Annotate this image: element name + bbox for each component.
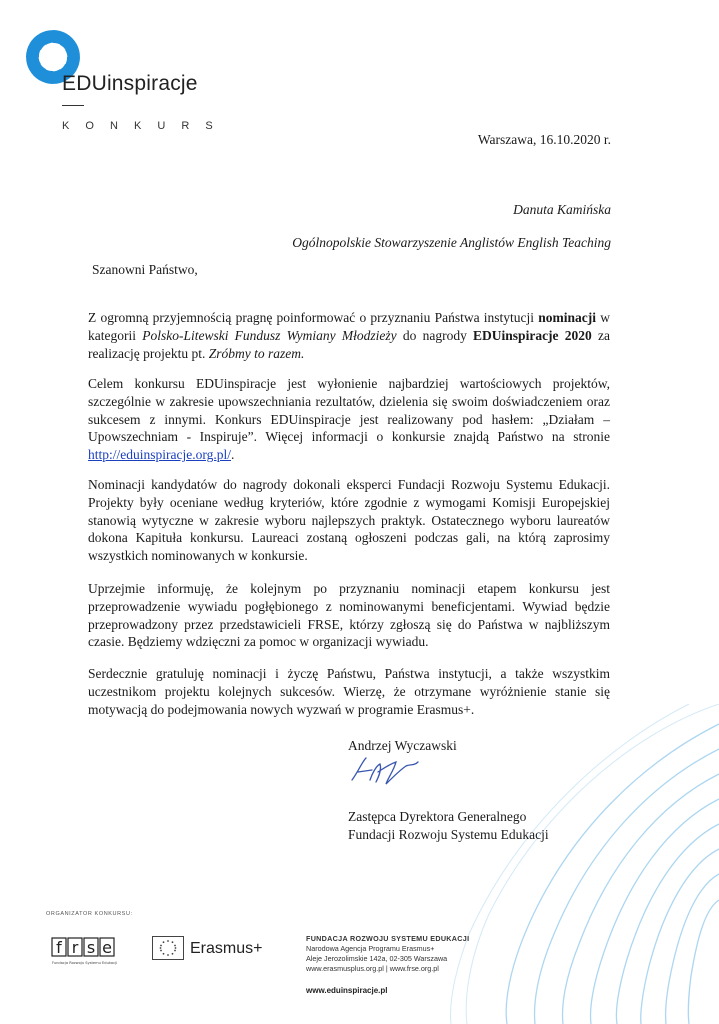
frse-logo [49,935,121,967]
footer-website[interactable]: www.eduinspiracje.pl [306,986,388,995]
footer-line-1: FUNDACJA ROZWOJU SYSTEMU EDUKACJI [306,934,470,943]
paragraph-interview: Uprzejmie informuję, że kolejnym po przyznaniu nominacji etapem konkursu jest przeprowadzenie wywiadu pogłębionego z nominowanymi beneficjentami. Wywiad będzie przeprowadzony przez przedstawicieli FRSE, którzy zgłoszą się do Państwa w najbliższym czasie. Będziemy wdzięczni za pomoc w organizacji wywiadu. [88,581,610,650]
svg-text:e: e [102,938,112,957]
footer-line-4: www.erasmusplus.org.pl | www.frse.org.pl [306,964,439,973]
handwritten-signature [348,752,426,788]
brand-divider [62,105,84,106]
organizer-label: ORGANIZATOR KONKURSU: [46,911,133,917]
brand-name: EDUinspiracje [62,72,198,95]
footer-line-2: Narodowa Agencja Programu Erasmus+ [306,944,435,953]
svg-text:s: s [86,938,96,957]
eu-flag-icon [152,936,184,960]
salutation: Szanowni Państwo, [92,262,198,277]
signer-name: Andrzej Wyczawski [348,738,457,753]
footer-line-3: Aleje Jerozolimskie 142a, 02-305 Warszawa [306,954,448,963]
paragraph-contest-goal: Celem konkursu EDUinspiracje jest wyłonienie najbardziej wartościowych projektów, szczególnie w zakresie upowszechniania rezultatów, dzielenia się swoim doświadczeniem oraz sukcesem z innymi. Konkurs EDUinspiracje jest realizowany pod hasłem: „Działam – Upowszechniam - Inspiruje”. Więcej informacji o konkursie znajdą Państwo na stronie http://eduinspiracje.org.pl/. [88,376,610,463]
recipient-organization: Ogólnopolskie Stowarzyszenie Anglistów English Teaching [292,235,611,250]
paragraph-congratulations: Serdecznie gratuluję nominacji i życzę Państwu, Państwa instytucji, a także wszystkim uczestnikom projektu kolejnych sukcesów. Wierzę, że otrzymane wyróżnienie stanie się motywacją do podejmowania nowych wyzwań w programie Erasmus+. [88,666,610,717]
svg-text:r: r [71,938,79,957]
eduinspiracje-link[interactable]: http://eduinspiracje.org.pl/ [88,447,231,463]
letter-date: Warszawa, 16.10.2020 r. [477,132,611,147]
footer-address [306,934,469,974]
svg-text:f: f [56,938,62,957]
erasmus-plus-logo-text: Erasmus+ [190,940,263,957]
paragraph-nomination: Z ogromną przyjemnością pragnę poinformować o przyznaniu Państwa instytucji nominacji w kategorii Polsko-Litewski Fundusz Wymiany Młodzieży do nagrody EDUinspiracje 2020 za realizację projektu pt. Zróbmy to razem. [88,310,610,361]
signer-title [348,808,549,844]
signer-title-line-1: Zastępca Dyrektora Generalnego [348,809,527,824]
recipient-name: Danuta Kamińska [513,202,611,217]
paragraph-nomination-process: Nominacji kandydatów do nagrody dokonali eksperci Fundacji Rozwoju Systemu Edukacji. Projekty były oceniane według kryteriów, które zgodnie z wymogami Komisji Europejskiej stanowią wytyczne w zakresie wyboru najlepszych praktyk. Ostatecznego wyboru laureatów dokona Kapituła konkursu. Laureaci zostaną ogłoszeni podczas gali, na którą zaprosimy wszystkich nominowanych w konkursie. [88,477,610,564]
brand-subtitle: K O N K U R S [62,120,220,132]
svg-text:Fundacja Rozwoju Systemu Eduka: Fundacja Rozwoju Systemu Edukacji [52,961,118,965]
signer-title-line-2: Fundacji Rozwoju Systemu Edukacji [348,827,549,842]
